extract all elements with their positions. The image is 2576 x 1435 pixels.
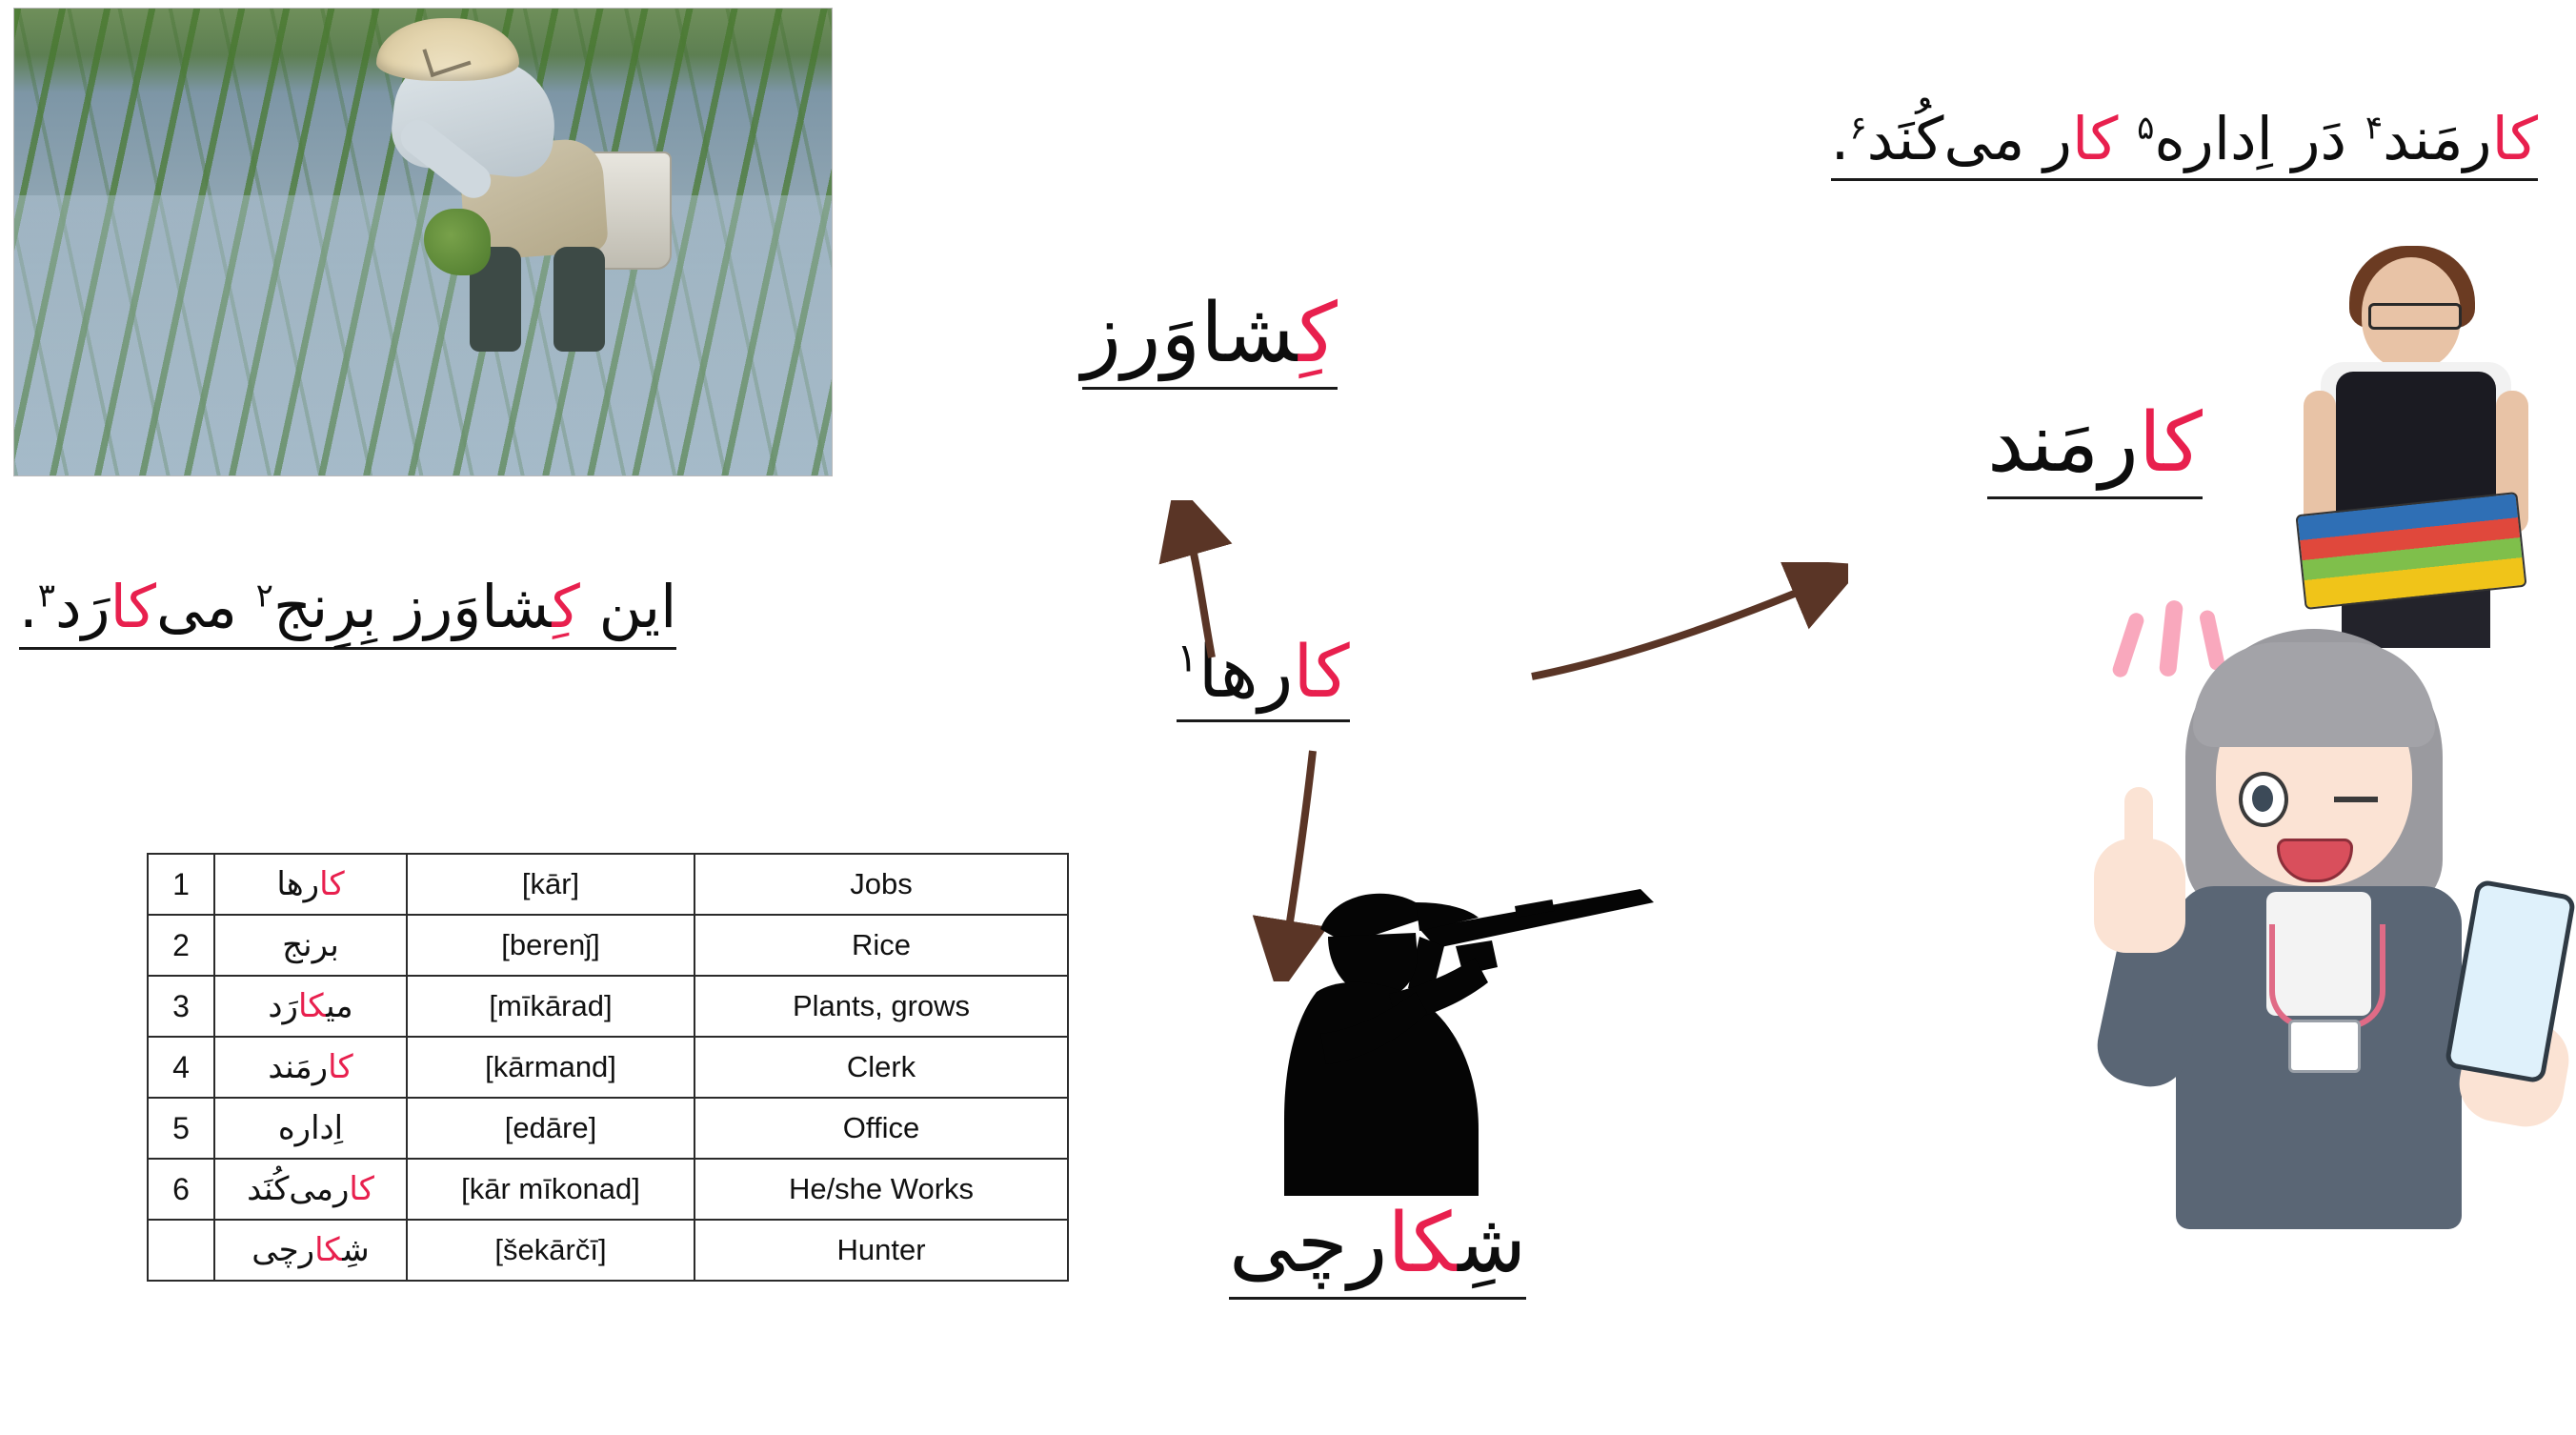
table-row: [148, 1159, 1068, 1220]
footnote-4: ۴: [2365, 109, 2384, 148]
anime-office-girl: [2071, 610, 2566, 1239]
text-segment: شِ: [1458, 1196, 1527, 1291]
table-row: [148, 1220, 1068, 1281]
red-letter: كا: [2491, 104, 2538, 173]
pointing-finger-icon: [2124, 787, 2153, 863]
text-segment: می‌: [156, 572, 256, 641]
meaning: He/she Works: [694, 1159, 1068, 1220]
anime-eye-right-winking: [2334, 797, 2378, 802]
transliteration: [berenǰ]: [407, 915, 694, 976]
text-segment: رمَند: [2383, 104, 2492, 173]
footnote-5: ۵: [2137, 109, 2155, 148]
red-letter: كِ: [552, 572, 580, 641]
text-segment: شاوَرز بِرِنج: [272, 572, 553, 641]
text-segment: دَر اِداره: [2154, 104, 2365, 173]
sentence-karmand-office: [1831, 105, 2538, 181]
lanyard: [2269, 924, 2385, 1029]
transliteration: [mīkārad]: [407, 976, 694, 1037]
text-segment: رها: [276, 865, 320, 903]
word-karmand: [1987, 395, 2203, 499]
red-letter: كا: [1387, 1196, 1459, 1291]
footnote-6: ۶: [1849, 109, 1867, 148]
persian-word: [214, 854, 407, 915]
row-number: 2: [148, 915, 214, 976]
table-row: [148, 976, 1068, 1037]
meaning: Plants, grows: [694, 976, 1068, 1037]
text-segment: می: [326, 987, 353, 1025]
persian-word: برنج: [214, 915, 407, 976]
spark-icon: [2111, 611, 2146, 679]
text-segment: رَد: [55, 572, 111, 641]
id-badge: [2288, 1020, 2361, 1073]
rice-field-photo: [13, 8, 833, 476]
text-segment: رچی: [1229, 1196, 1388, 1291]
row-number: [148, 1220, 214, 1281]
text-segment: شِ: [342, 1231, 370, 1269]
text-segment: رچی: [252, 1231, 315, 1269]
red-letter: كا: [1293, 629, 1350, 714]
arrow-right-to-karmand: [1524, 562, 1848, 696]
text-segment: رمَند: [1987, 395, 2139, 491]
table-row: [148, 1037, 1068, 1098]
text-segment: این: [579, 572, 677, 641]
text-segment: .: [19, 572, 38, 641]
text-segment: .: [1830, 104, 1850, 173]
row-number: 3: [148, 976, 214, 1037]
transliteration: [kār]: [407, 854, 694, 915]
meaning: Clerk: [694, 1037, 1068, 1098]
sentence-keshavarz-rice: [19, 572, 676, 650]
word-keshavarz: [1082, 286, 1338, 390]
water-sheen: [14, 195, 832, 475]
persian-word: [214, 976, 407, 1037]
hunter-silhouette: [1229, 815, 1686, 1196]
table-row: [148, 1098, 1068, 1159]
red-letter: كا: [110, 572, 157, 641]
row-number: 1: [148, 854, 214, 915]
anime-bangs: [2193, 642, 2435, 747]
footnote-2: ۲: [255, 576, 273, 616]
glasses-icon: [2368, 303, 2462, 330]
red-letter: كا: [349, 1170, 374, 1208]
red-letter: كا: [314, 1231, 343, 1269]
text-segment: رمَند: [268, 1048, 329, 1086]
spark-icon: [2159, 599, 2184, 677]
transliteration: [edāre]: [407, 1098, 694, 1159]
persian-word: اِداره: [214, 1098, 407, 1159]
text-segment: [2118, 104, 2137, 173]
footnote-1: ۱: [1177, 634, 1198, 681]
red-letter: كا: [2071, 104, 2119, 173]
table-row: [148, 854, 1068, 915]
meaning: Office: [694, 1098, 1068, 1159]
red-letter: كا: [328, 1048, 353, 1086]
row-number: 5: [148, 1098, 214, 1159]
footnote-3: ۳: [37, 576, 56, 616]
transliteration: [kār mīkonad]: [407, 1159, 694, 1220]
text-segment: ر می‌كُنَد: [1866, 104, 2072, 173]
arrow-up-to-karha: [1153, 500, 1267, 662]
text-segment: شاوَرز: [1081, 286, 1299, 381]
red-letter: كا: [2138, 395, 2203, 491]
transliteration: [kārmand]: [407, 1037, 694, 1098]
persian-word: [214, 1220, 407, 1281]
row-number: 4: [148, 1037, 214, 1098]
farmer-boot-right: [553, 247, 605, 352]
table-row: [148, 915, 1068, 976]
office-clerk-photo: [2262, 248, 2566, 648]
anime-eye-left: [2239, 772, 2288, 827]
red-letter: كا: [297, 987, 327, 1025]
persian-word: [214, 1159, 407, 1220]
text-segment: رها: [1197, 629, 1294, 714]
anime-pupil: [2252, 785, 2273, 812]
text-segment: رَد: [268, 987, 298, 1025]
text-segment: رمی‌كُنَد: [247, 1170, 350, 1208]
vocabulary-table: [147, 853, 1069, 1282]
meaning: Jobs: [694, 854, 1068, 915]
meaning: Hunter: [694, 1220, 1068, 1281]
transliteration: [šekārčī]: [407, 1220, 694, 1281]
meaning: Rice: [694, 915, 1068, 976]
persian-word: [214, 1037, 407, 1098]
row-number: 6: [148, 1159, 214, 1220]
vocabulary-table-body: [148, 854, 1068, 1281]
red-letter: كِ: [1298, 286, 1338, 381]
red-letter: كا: [319, 865, 345, 903]
word-shekarchi: [1229, 1196, 1526, 1300]
